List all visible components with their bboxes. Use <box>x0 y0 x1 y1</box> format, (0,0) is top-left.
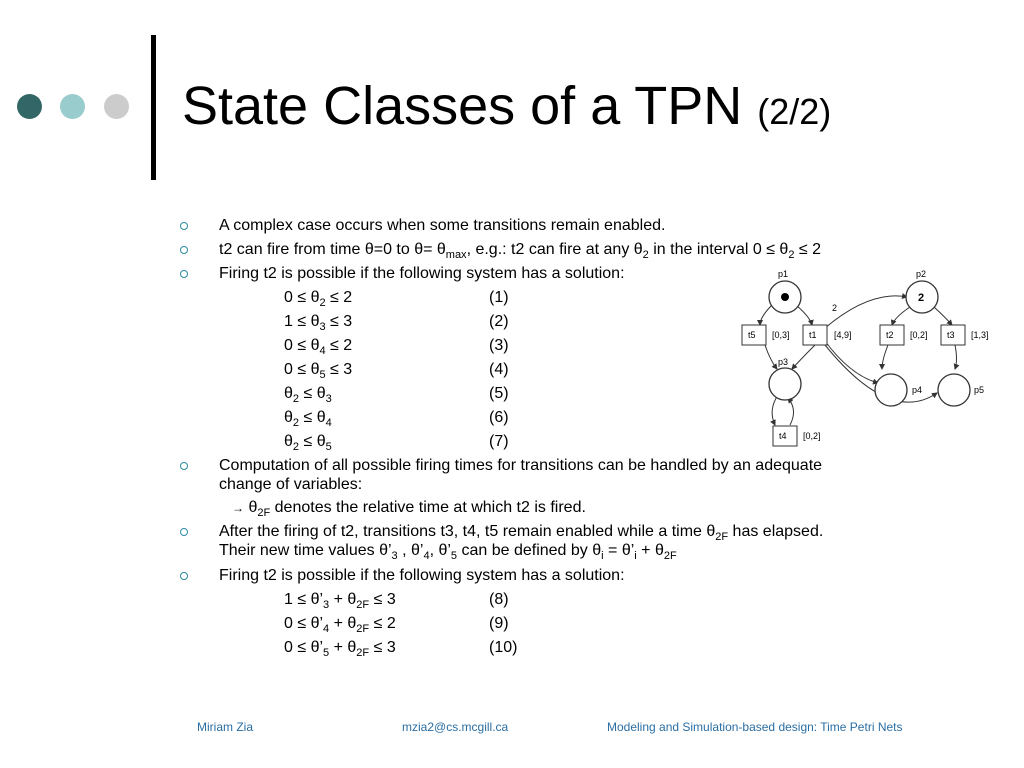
equation-number: (10) <box>489 639 518 656</box>
bullet-icon <box>180 270 188 278</box>
equation-number: (4) <box>489 361 509 378</box>
transition-label-t4: t4 <box>779 431 787 441</box>
bullet-icon <box>180 528 188 536</box>
place-label-p2: p2 <box>916 269 927 279</box>
equation-number: (3) <box>489 337 509 354</box>
equation-expr: $0 \le \theta_5 \le 3$ <box>284 361 353 381</box>
bullet-icon <box>180 222 188 230</box>
place-label-p3: p3 <box>778 357 789 367</box>
footer-author: Miriam Zia <box>197 720 253 734</box>
bullet-text: After the firing of t2, transitions t3, t4, t5 remain enabled while a time $\theta_{2F}$ has elapsed. <box>219 523 824 543</box>
interval-label: [0,3] <box>772 330 790 340</box>
bullet-text-cont: change of variables: <box>219 476 363 493</box>
equation-expr: $0 \le \theta’_5 + \theta_{2F} \le 3$ <box>284 639 396 659</box>
equation-number: (7) <box>489 433 509 450</box>
transition-label-t2: t2 <box>886 330 894 340</box>
equation-number: (5) <box>489 385 509 402</box>
token-count: 2 <box>918 292 925 304</box>
equation-expr: $0 \le \theta’_4 + \theta_{2F} \le 2$ <box>284 615 396 635</box>
transition-label-t5: t5 <box>748 330 756 340</box>
decor-dot-dark <box>17 94 42 119</box>
transition-label-t1: t1 <box>809 330 817 340</box>
equation-expr: $1 \le \theta’_3 + \theta_{2F} \le 3$ <box>284 591 396 611</box>
footer-email: mzia2@cs.mcgill.ca <box>402 720 509 734</box>
page-title: State Classes of a TPN (2/2) <box>182 76 832 136</box>
equation-expr: $0 \le \theta_2 \le 2$ <box>284 289 353 309</box>
bullet-icon <box>180 462 188 470</box>
decor-dot-teal <box>60 94 85 119</box>
interval-label: [0,2] <box>803 431 821 441</box>
arrow-note: → $\theta_{2F}$ denotes the relative time at which t2 is fired. <box>232 499 586 519</box>
place-label-p1: p1 <box>778 269 789 279</box>
arrow-icon: → <box>232 501 244 515</box>
petri-net-diagram <box>730 265 1022 450</box>
equation-expr: $1 \le \theta_3 \le 3$ <box>284 313 353 333</box>
equation-number: (8) <box>489 591 509 608</box>
bullet-text: Firing t2 is possible if the following system has a solution: <box>219 567 625 584</box>
place-label-p5: p5 <box>974 385 985 395</box>
transition-label-t3: t3 <box>947 330 955 340</box>
bullet-text: Firing t2 is possible if the following system has a solution: <box>219 265 625 282</box>
decor-dot-grey <box>104 94 129 119</box>
equation-expr: $\theta_2 \le \theta_3$ <box>284 385 332 405</box>
interval-label: [4,9] <box>834 330 852 340</box>
bullet-text: A complex case occurs when some transitions remain enabled. <box>219 217 666 234</box>
equation-number: (1) <box>489 289 509 306</box>
equation-number: (6) <box>489 409 509 426</box>
bullet-icon <box>180 572 188 580</box>
equation-expr: $\theta_2 \le \theta_5$ <box>284 433 332 453</box>
arc-weight-label: 2 <box>832 303 838 313</box>
title-divider <box>151 35 156 180</box>
bullet-icon <box>180 246 188 254</box>
equation-number: (2) <box>489 313 509 330</box>
equation-expr: $\theta_2 \le \theta_4$ <box>284 409 332 429</box>
interval-label: [1,3] <box>971 330 989 340</box>
bullet-text: Computation of all possible firing times for transitions can be handled by an adequate <box>219 457 823 474</box>
footer-course: Modeling and Simulation-based design: Time Petri Nets <box>607 720 903 734</box>
bullet-text: t2 can fire from time θ=0 to $\theta= \theta_{max}$, e.g.: t2 can fire at any $\theta_2$ in the interval $0 \le \theta_2 \le 2$ <box>219 241 822 261</box>
bullet-text-cont: Their new time values $\theta’_3$ , $\theta’_4$, $\theta’_5$ can be defined by $\theta_i$ = $\theta’_i + \theta_{2F}$ <box>219 542 677 562</box>
interval-label: [0,2] <box>910 330 928 340</box>
place-label-p4: p4 <box>912 385 923 395</box>
equation-number: (9) <box>489 615 509 632</box>
equation-expr: $0 \le \theta_4 \le 2$ <box>284 337 353 357</box>
